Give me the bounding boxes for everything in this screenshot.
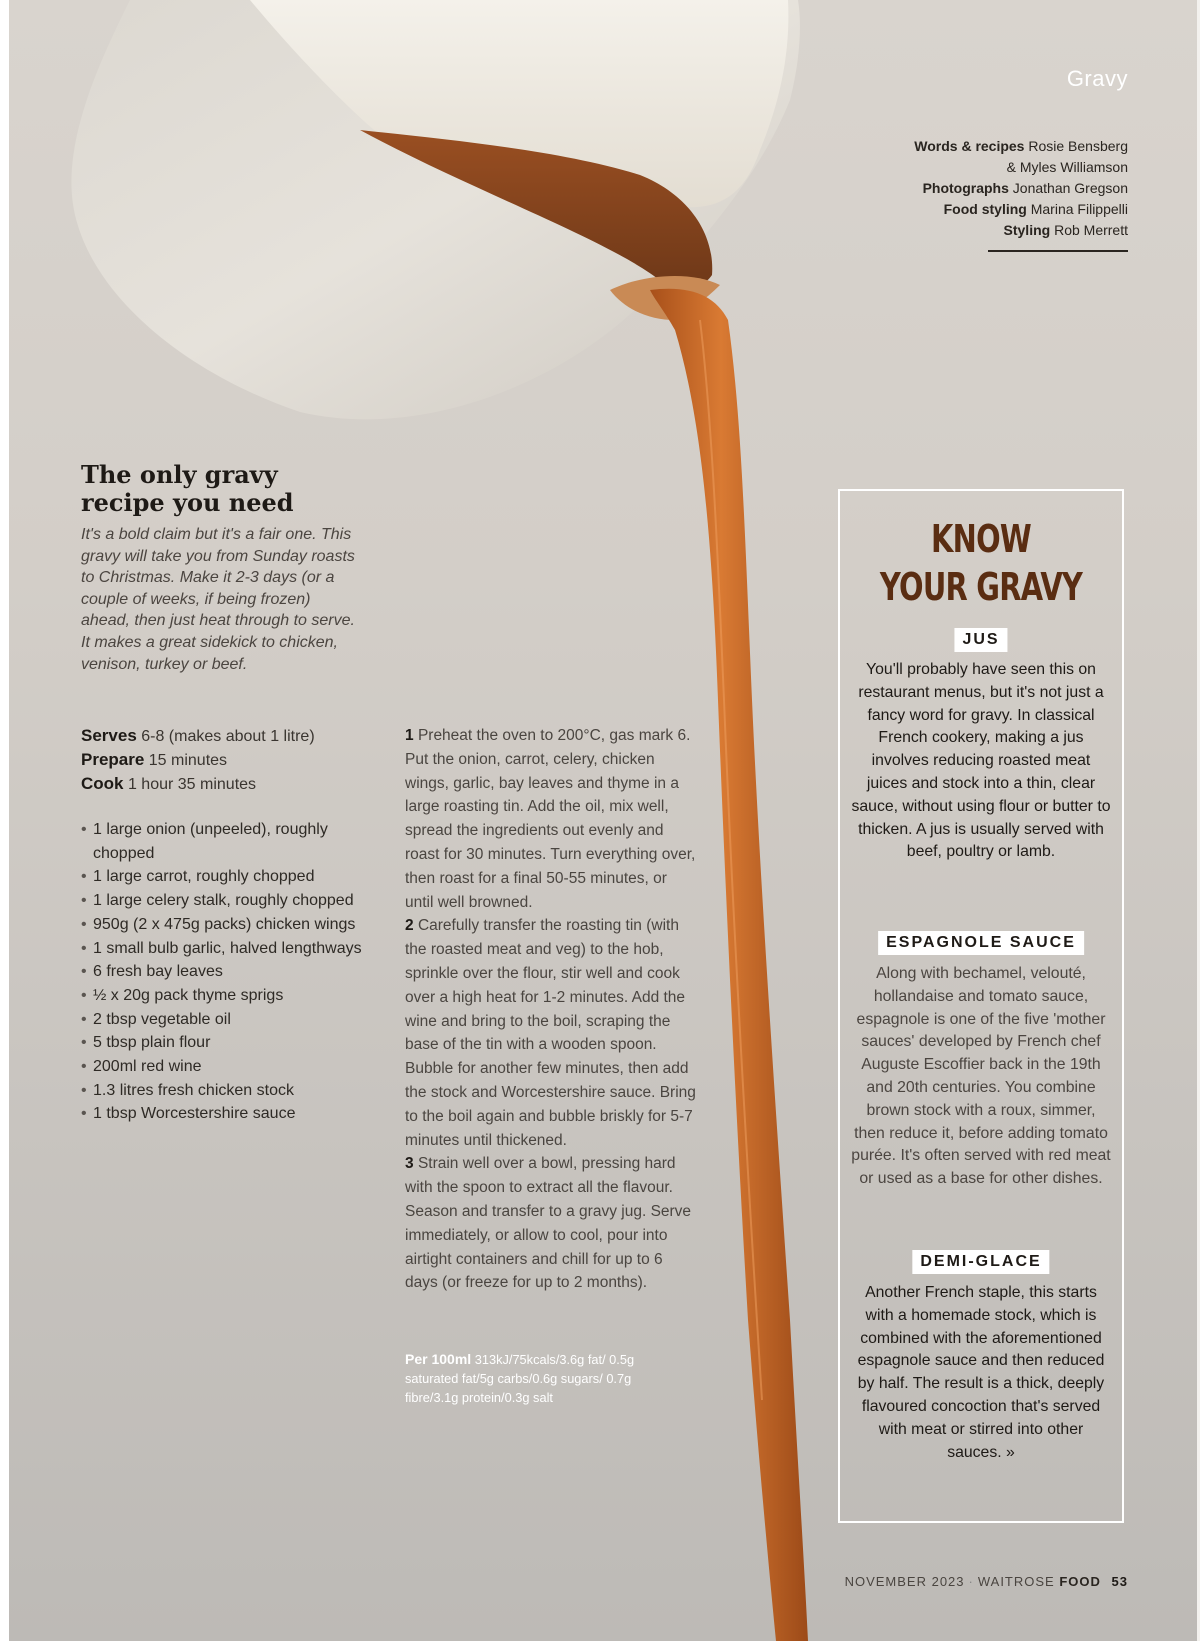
- credit-line: [788, 157, 1128, 178]
- credit-name: & Myles Williamson: [1006, 159, 1128, 175]
- serves-row: [81, 724, 381, 748]
- step-number: 1: [405, 727, 414, 744]
- credit-name: Rosie Bensberg: [1028, 138, 1128, 154]
- credit-line: [788, 136, 1128, 157]
- credit-line: [788, 178, 1128, 199]
- box-title-line: YOUR GRAVY: [879, 565, 1083, 609]
- page-footer: [845, 1574, 1128, 1589]
- demi-glace-text: Another French staple, this starts with a homemade stock, which is combined with the aforementioned espagnole sauce and then reduced by half. The result is a thick, deeply flavoured concoction that's served with meat or stirred into other sauces. »: [857, 1284, 1105, 1461]
- ingredient-item: • 1 large onion (unpeeled), roughly chopped: [81, 818, 371, 865]
- box-title-line: KNOW: [931, 517, 1031, 561]
- recipe-intro: It's a bold claim but it's a fair one. This gravy will take you from Sunday roasts to Christmas. Make it 2-3 days (or a couple of weeks, if being frozen) ahead, then just heat through to serve. It makes a great sidekick to chicken, venison, turkey or beef.: [81, 526, 355, 673]
- brand-name-bold: FOOD: [1059, 1574, 1101, 1589]
- ingredient-item: • 1 large carrot, roughly chopped: [81, 865, 371, 889]
- credit-line: [788, 199, 1128, 220]
- ingredient-item: • 200ml red wine: [81, 1055, 371, 1079]
- credit-line: [788, 220, 1128, 241]
- method: [405, 724, 697, 1295]
- credit-role: Food styling: [943, 201, 1027, 217]
- recipe-title-line: recipe you need: [81, 488, 294, 517]
- ingredient-item: • 5 tbsp plain flour: [81, 1031, 371, 1055]
- ingredient-item: • 1 large celery stalk, roughly chopped: [81, 889, 371, 913]
- prepare-row: [81, 748, 381, 772]
- know-your-gravy-box: [838, 489, 1124, 1523]
- ingredient-item: • 1 small bulb garlic, halved lengthways: [81, 937, 371, 961]
- credit-name: Marina Filippelli: [1030, 201, 1128, 217]
- serves-value: 6-8 (makes about 1 litre): [141, 728, 315, 745]
- credits: [788, 136, 1128, 241]
- jus-text: You'll probably have seen this on restaurant menus, but it's not just a fancy word for gravy. In classical French cookery, making a jus involves reducing roasted meat juices and stock into a thin, clear sauce, without using flour or butter to thicken. A jus is usually served with beef, poultry or lamb.: [851, 661, 1111, 861]
- nutrition-label: Per 100ml: [405, 1351, 472, 1367]
- recipe-title: [81, 461, 381, 517]
- credit-name: Rob Merrett: [1054, 222, 1128, 238]
- method-step: [405, 724, 697, 914]
- step-text: Carefully transfer the roasting tin (with the roasted meat and veg) to the hob, sprinkle over the flour, stir well and cook over a high heat for 1-2 minutes. Add the wine and bring to the boil, scraping the base of the tin with a wooden spoon. Bubble for another few minutes, then add the stock and Worcestershire sauce. Bring to the boil again and bubble briskly for 5-7 minutes until thickened.: [405, 917, 696, 1149]
- credit-role: Words & recipes: [914, 138, 1025, 154]
- jus-heading: JUS: [954, 628, 1007, 652]
- ingredient-item: • 6 fresh bay leaves: [81, 960, 371, 984]
- serves-label: Serves: [81, 726, 137, 745]
- nutrition-info: [405, 1350, 675, 1407]
- cook-label: Cook: [81, 774, 124, 793]
- ingredient-item: • 950g (2 x 475g packs) chicken wings: [81, 913, 371, 937]
- ingredients-list: [81, 818, 371, 1126]
- recipe-title-line: The only gravy: [81, 460, 278, 489]
- demi-glace-heading: DEMI-GLACE: [912, 1250, 1049, 1274]
- step-number: 2: [405, 917, 414, 935]
- section-label: Gravy: [1066, 66, 1128, 91]
- cook-value: 1 hour 35 minutes: [127, 776, 257, 793]
- credit-role: Styling: [1003, 222, 1051, 238]
- page-number: 53: [1111, 1574, 1128, 1589]
- method-step: [405, 914, 697, 1152]
- espagnole-text: Along with bechamel, velouté, hollandaise and tomato sauce, espagnole is one of the five 'mother sauces' developed by French chef Auguste Escoffier back in the 19th and 20th centuries. You combine brown stock with a roux, simmer, then reduce it, before adding tomato purée. It's often served with red meat or used as a base for other dishes.: [851, 965, 1111, 1188]
- method-step: [405, 1152, 697, 1295]
- divider: [988, 250, 1128, 252]
- ingredient-item: • 2 tbsp vegetable oil: [81, 1008, 371, 1032]
- cook-row: [81, 772, 381, 796]
- step-text: Strain well over a bowl, pressing hard with the spoon to extract all the flavour. Season and transfer to a gravy jug. Serve immediately, or allow to cool, pour into airtight containers and chill for up to 6 days (or freeze for up to 2 months).: [405, 1155, 692, 1292]
- ingredient-item: • ½ x 20g pack thyme sprigs: [81, 984, 371, 1008]
- ingredient-item: • 1.3 litres fresh chicken stock: [81, 1079, 371, 1103]
- issue-date: NOVEMBER 2023: [844, 1574, 965, 1589]
- brand-name: WAITROSE: [977, 1574, 1055, 1589]
- step-number: 3: [405, 1155, 414, 1173]
- box-title: [874, 515, 1088, 611]
- ingredient-item: • 1 tbsp Worcestershire sauce: [81, 1102, 371, 1126]
- recipe-meta: [81, 724, 381, 796]
- prepare-value: 15 minutes: [148, 752, 228, 769]
- espagnole-heading: ESPAGNOLE SAUCE: [878, 931, 1084, 955]
- prepare-label: Prepare: [81, 750, 145, 769]
- footer-separator: ·: [968, 1574, 974, 1589]
- credit-role: Photographs: [922, 180, 1009, 196]
- nutrition-value: 313kJ/75kcals/3.6g fat/ 0.5g saturated fat/5g carbs/0.6g sugars/ 0.7g fibre/3.1g protein/0.3g salt: [405, 1352, 635, 1405]
- credit-name: Jonathan Gregson: [1012, 180, 1128, 196]
- step-text: Preheat the oven to 200°C, gas mark 6. Put the onion, carrot, celery, chicken wings, garlic, bay leaves and thyme in a large roasting tin. Add the oil, mix well, spread the ingredients out evenly and roast for 30 minutes. Turn everything over, then roast for a final 50-55 minutes, or until well browned.: [405, 727, 696, 911]
